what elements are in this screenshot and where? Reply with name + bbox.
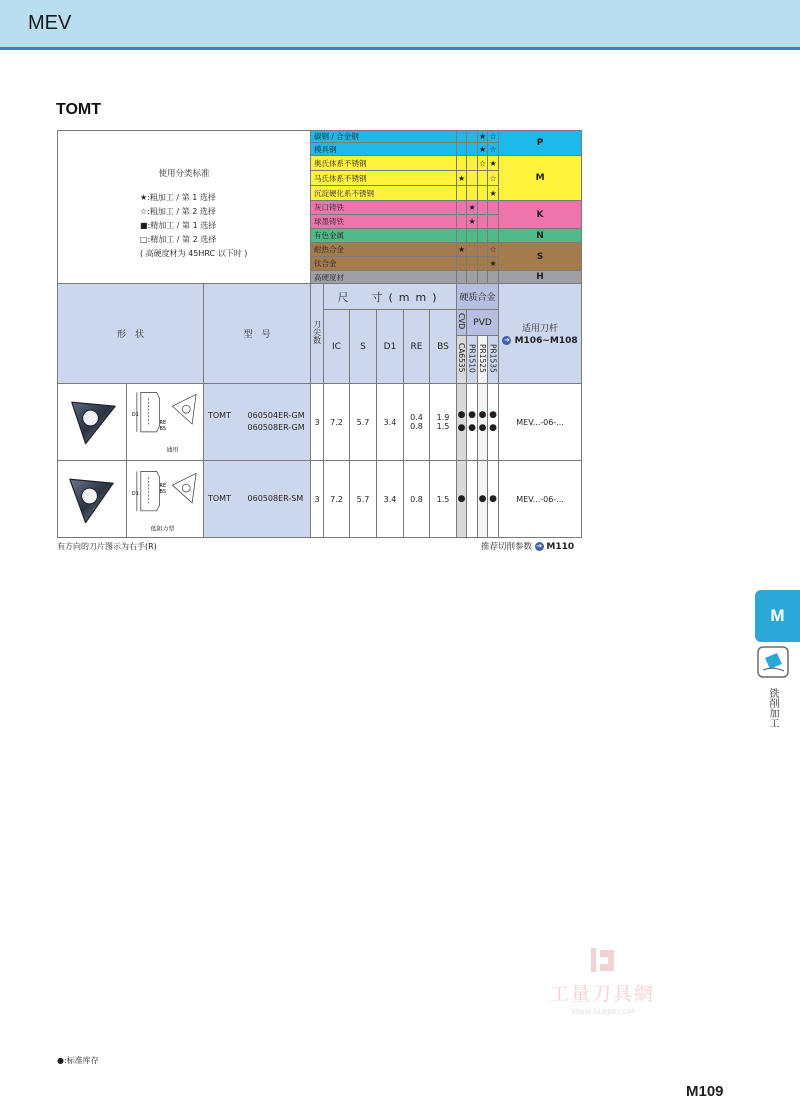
material-name: 钛合金 [311,257,457,271]
mark-cell [467,229,478,243]
insert-diagram-cell [127,384,204,461]
diagram-mark: D1 [131,412,139,419]
re-line: 0.4 [410,413,423,422]
mark-cell [457,229,467,243]
note-right-link[interactable]: M110 [546,542,575,552]
header-dim-d1: D1 [377,310,404,384]
mark-cell [457,257,467,271]
ic-value: 7.2 [324,384,350,461]
legend-line: ☆:粗加工 / 第 2 选择 [140,207,216,216]
mark-cell [457,156,467,171]
material-name: 球墨铸铁 [311,215,457,229]
group-h: H [499,271,582,284]
mark-cell [488,271,499,284]
mark-cell: ★ [478,144,487,154]
mark-cell: ★ [467,215,478,229]
header-holder [499,284,582,384]
grade-label: CA6535 [457,343,467,373]
note-right-text: 推荐切削参数 [481,542,533,552]
group-k: K [499,201,582,229]
legend-line: ★:粗加工 / 第 1 选择 [140,193,216,202]
diagram-mark: BS [159,489,166,496]
model-code: 060508ER-SM [247,494,304,503]
mark-cell: ★ [467,201,478,215]
diagram-mark: RE [159,419,167,426]
mark-cell [478,229,488,243]
mark-cell [488,229,499,243]
material-name: 沉淀硬化系不锈钢 [311,186,457,201]
re-line: 0.8 [410,422,423,431]
mark-cell: ☆ [489,132,497,141]
header-model: 型 号 [204,284,311,384]
model-cell [204,384,311,461]
mark-cell [467,131,478,143]
watermark-text: 工量刀具網 [549,983,655,1005]
header-grade [457,336,467,384]
arrow-right-icon: ➔ [536,542,543,550]
mark-cell: ★ [457,171,467,186]
note-right [481,540,574,552]
insert-photo-icon [58,461,126,535]
stock-cell [457,384,467,461]
group-n: N [499,229,582,243]
corners-value: 3 [311,461,324,538]
header-dimensions: 尺 寸(mm) [324,284,457,310]
material-name: 奥氏体系不锈钢 [311,156,457,171]
header-corners-text: 刀尖数 [312,320,322,344]
mark-cell [467,271,478,284]
side-tab-m[interactable]: M [755,590,800,642]
bs-line: 1.9 [436,413,450,422]
mark-cell [457,186,467,201]
header-cvd-text: CVD [457,312,467,330]
material-name: 高硬度材 [311,271,457,284]
page-number: M109 [686,1083,724,1100]
header-bar [0,0,800,50]
group-m: M [499,156,582,201]
mark-cell [478,201,488,215]
watermark-url: WWW.GLRJW.COM [570,1008,635,1016]
material-name: 有色金属 [311,229,457,243]
material-name: 灰口铸铁 [311,201,457,215]
stock-dot: ● [457,423,466,433]
mark-cell [467,243,478,257]
mark-cell [478,243,488,257]
insert-diagram-cell [127,461,204,538]
material-name: 模具钢 [311,143,457,156]
diagram-label: 通用 [166,447,179,454]
mark-cell [488,215,499,229]
header-pvd: PVD [467,310,499,336]
mark-cell [467,143,478,156]
header-dim-bs: BS [430,310,457,384]
holder-value: MEV...-06-... [499,384,582,461]
header-corners [311,284,324,384]
note-left: 有方向的刀片图示为右手(R) [57,542,157,551]
model-code: 060504ER-GM [247,411,305,420]
stock-dot: ● [468,423,476,433]
header-grade [467,336,478,384]
mark-cell [457,215,467,229]
header-grade [488,336,499,384]
side-label: 铣削加工 [767,688,778,728]
insert-photo-icon [58,384,126,458]
mark-cell [478,257,488,271]
mark-cell [467,171,478,186]
material-name: 耐热合金 [311,243,457,257]
stock-dot: ● [489,410,497,420]
spec-table [57,130,582,538]
mark-cell: ★ [488,186,499,201]
material-name: 碳钢 / 合金钢 [311,131,457,143]
mark-cell [478,215,488,229]
insert-diagram-icon [127,384,203,458]
mark-cell [488,201,499,215]
diagram-mark: D1 [131,491,139,498]
insert-photo-cell [58,461,127,538]
re-value: 0.8 [404,461,430,538]
mark-cell: ★ [488,257,499,271]
s-value: 5.7 [350,461,377,538]
mark-cell: ★ [488,156,499,171]
holder-title: 适用刀杆 [522,324,559,334]
legend-line: ■:精加工 / 第 1 选择 [140,221,217,230]
d1-value: 3.4 [377,461,404,538]
grade-label: PR1525 [478,343,488,373]
table-row [58,384,582,461]
diagram-mark: BS [159,425,166,432]
stock-cell [488,384,499,461]
stock-cell [478,384,488,461]
ic-value: 7.2 [324,461,350,538]
stock-dot: ● [478,410,487,420]
milling-icon [757,646,789,678]
grade-label: PR1535 [488,343,498,373]
header-dim-s: S [350,310,377,384]
mark-cell [457,143,467,156]
watermark [540,945,665,1016]
insert-photo-cell [58,384,127,461]
d1-value: 3.4 [377,384,404,461]
mark-cell: ★ [478,132,487,141]
legend-line: □:精加工 / 第 2 选择 [140,235,217,244]
mark-cell [467,156,478,171]
material-name: 马氏体系不锈钢 [311,171,457,186]
stock-dot: ● [468,410,476,420]
mark-cell [457,201,467,215]
model-code: 060508ER-GM [247,423,305,432]
series-name: TOMT [208,494,231,503]
mark-cell: ☆ [488,243,499,257]
corners-value: 3 [311,384,324,461]
mark-cell [467,186,478,201]
table-row [58,461,582,538]
stock-dot: ● [478,423,487,433]
group-p: P [499,131,582,156]
header-grade [478,336,488,384]
mark-cell: ☆ [488,171,499,186]
mark-cell [478,186,488,201]
header-cvd [457,310,467,336]
stock-dot: ● [478,493,487,504]
mark-cell [457,131,467,143]
s-value: 5.7 [350,384,377,461]
header-dim-re: RE [404,310,430,384]
holder-value: MEV...-06-... [499,461,582,538]
diagram-label: 低阻力型 [150,526,175,533]
stock-cell [457,461,467,538]
mark-cell: ★ [457,243,467,257]
stock-cell [467,461,478,538]
group-s: S [499,243,582,271]
model-cell [204,461,311,538]
mark-cell [467,257,478,271]
legend-cell [58,131,311,284]
holder-ref-link[interactable]: M106~M108 [514,336,578,346]
legend-title: 使用分类标准 [158,169,210,179]
stock-dot: ● [489,493,497,504]
insert-diagram-icon [127,461,203,535]
stock-cell [467,384,478,461]
mark-cell [478,271,488,284]
mark-cell [478,171,488,186]
watermark-logo-icon [588,945,618,975]
arrow-right-icon: ➔ [504,336,510,344]
bs-line: 1.5 [436,422,450,431]
header-shape: 形 状 [58,284,204,384]
section-title: TOMT [56,101,102,118]
stock-cell [478,461,488,538]
grade-label: PR1510 [467,343,477,373]
header-title: MEV [28,12,72,34]
mark-cell [457,271,467,284]
bs-value [430,384,457,461]
diagram-mark: RE [159,483,167,490]
header-dim-ic: IC [324,310,350,384]
bs-value: 1.5 [430,461,457,538]
legend-lines [140,191,310,261]
re-value [404,384,430,461]
stock-dot: ● [457,493,466,504]
bottom-note: ●:标准库存 [57,1056,99,1065]
legend-line: ( 高硬度材为 45HRC 以下时 ) [140,249,248,258]
series-name: TOMT [208,411,231,420]
mark-cell: ☆ [478,156,488,171]
stock-dot: ● [489,423,497,433]
stock-cell [488,461,499,538]
mark-cell: ☆ [489,144,497,154]
header-carbide: 硬质合金 [457,284,499,310]
stock-dot: ● [457,410,466,420]
